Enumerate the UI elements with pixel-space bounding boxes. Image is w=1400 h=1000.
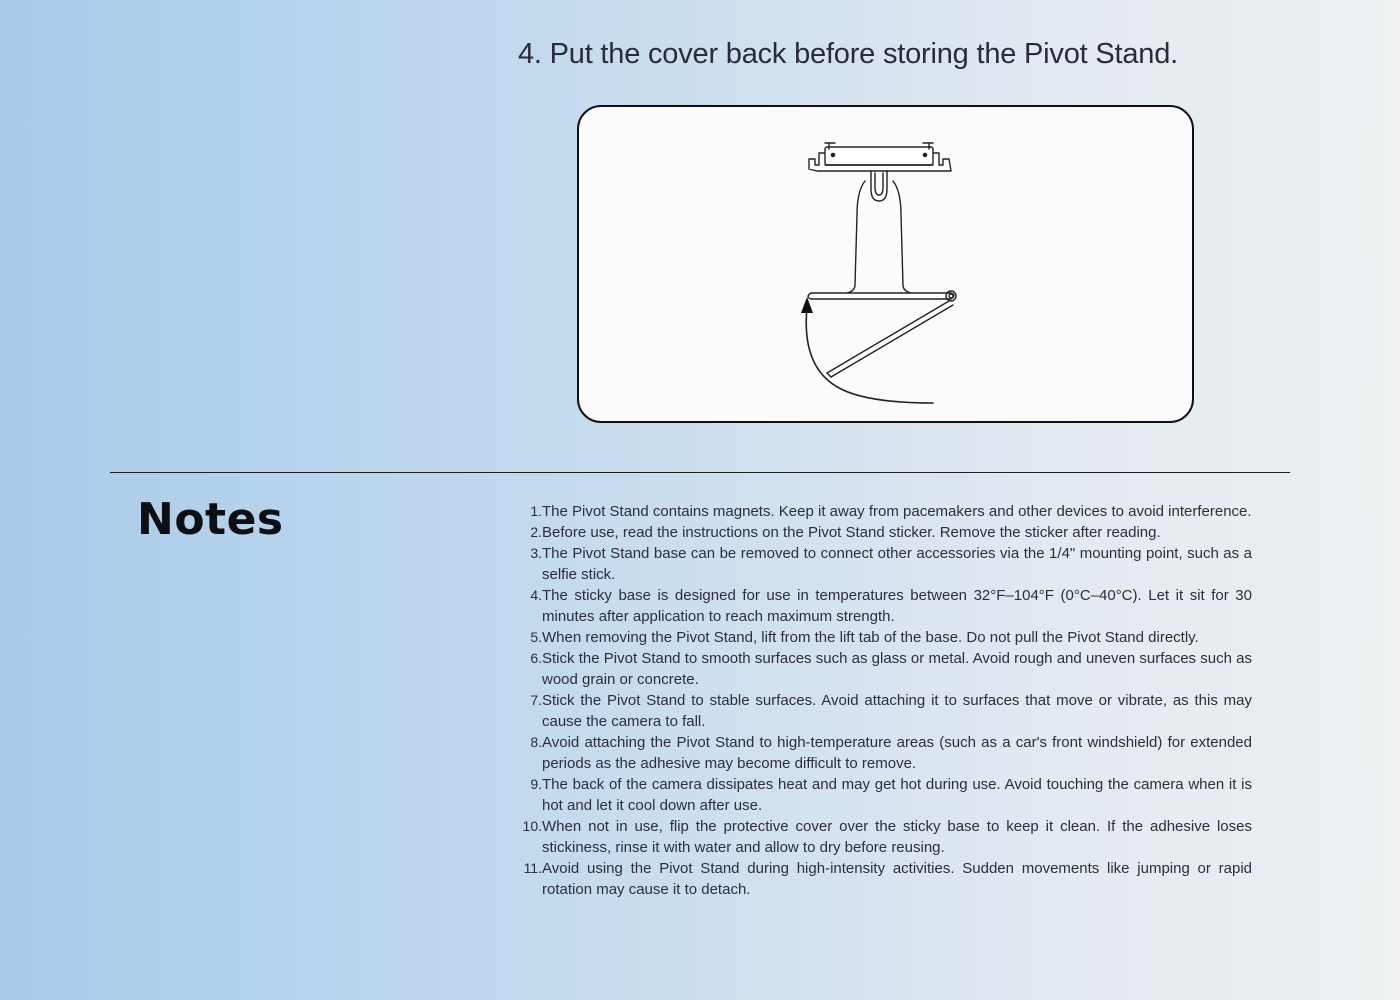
note-number: 4. [530, 587, 542, 603]
note-text: The back of the camera dissipates heat and may get hot during use. Avoid touching the camera when it is hot and let it cool down after use. [542, 776, 1252, 814]
note-text: When not in use, flip the protective cover over the sticky base to keep it clean. If the adhesive loses stickiness, rinse it with water and allow to dry before reusing. [542, 818, 1252, 856]
note-item-9 [518, 774, 1252, 816]
notes-list [518, 501, 1252, 900]
note-number: 11. [523, 860, 542, 876]
note-text: Avoid attaching the Pivot Stand to high-temperature areas (such as a car's front windshield) for extended periods as the adhesive may become difficult to remove. [542, 734, 1252, 772]
note-number: 5. [530, 629, 542, 645]
note-number: 8. [530, 734, 542, 750]
note-item-5 [518, 627, 1252, 648]
note-item-6 [518, 648, 1252, 690]
pivot-stand-cover-diagram [579, 107, 1192, 421]
note-text: Before use, read the instructions on the Pivot Stand sticker. Remove the sticker after reading. [542, 524, 1161, 541]
note-number: 1. [530, 503, 542, 519]
note-text: When removing the Pivot Stand, lift from the lift tab of the base. Do not pull the Pivot Stand directly. [542, 629, 1199, 646]
note-item-2 [518, 522, 1252, 543]
section-divider [110, 472, 1290, 473]
note-text: The sticky base is designed for use in temperatures between 32°F–104°F (0°C–40°C). Let it sit for 30 minutes after application to reach maximum strength. [542, 587, 1252, 625]
note-item-4 [518, 585, 1252, 627]
note-text: The Pivot Stand contains magnets. Keep it away from pacemakers and other devices to avoid interference. [542, 503, 1252, 520]
note-item-7 [518, 690, 1252, 732]
note-number: 7. [530, 692, 542, 708]
note-text: The Pivot Stand base can be removed to connect other accessories via the 1/4" mounting point, such as a selfie stick. [542, 545, 1252, 583]
note-item-3 [518, 543, 1252, 585]
note-number: 10. [522, 818, 542, 834]
note-number: 3. [530, 545, 542, 561]
note-number: 6. [530, 650, 542, 666]
note-item-1 [518, 501, 1252, 522]
notes-heading: Notes [137, 494, 284, 545]
step-title: 4. Put the cover back before storing the Pivot Stand. [518, 38, 1179, 70]
note-text: Stick the Pivot Stand to stable surfaces. Avoid attaching it to surfaces that move or vibrate, as this may cause the camera to fall. [542, 692, 1252, 730]
pivot-stand-illustration [577, 105, 1194, 423]
note-text: Stick the Pivot Stand to smooth surfaces such as glass or metal. Avoid rough and uneven surfaces such as wood grain or concrete. [542, 650, 1252, 688]
note-number: 2. [530, 524, 542, 540]
note-item-10 [518, 816, 1252, 858]
note-item-8 [518, 732, 1252, 774]
note-number: 9. [530, 776, 542, 792]
note-text: Avoid using the Pivot Stand during high-intensity activities. Sudden movements like jumping or rapid rotation may cause it to detach. [542, 860, 1252, 898]
note-item-11 [518, 858, 1252, 900]
